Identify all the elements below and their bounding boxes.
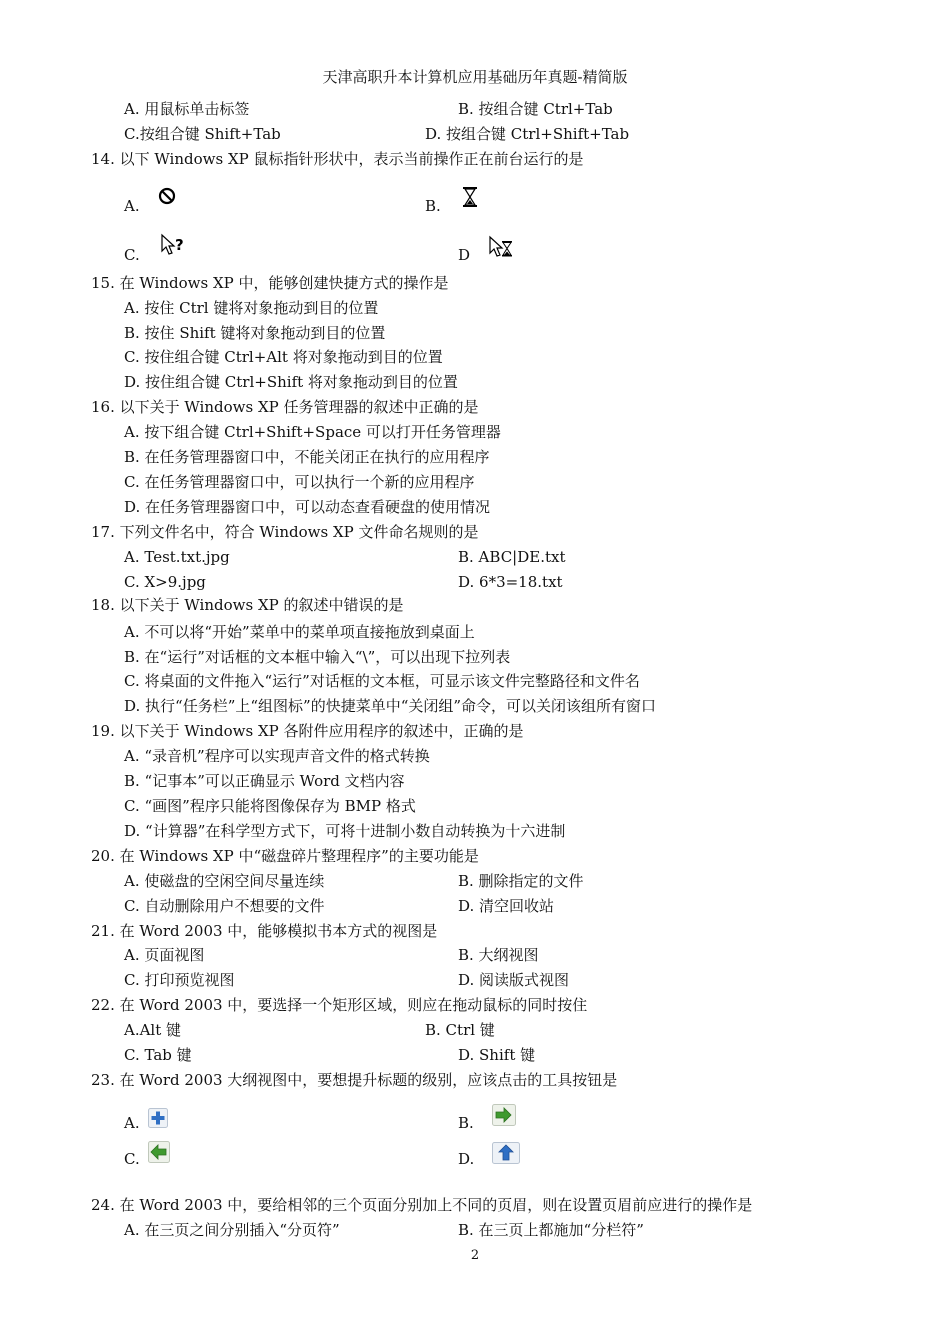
q24-stem: 24. 在 Word 2003 中，要给相邻的三个页面分别加上不同的页眉，则在设置页眉前应进行的操作是 xyxy=(91,1196,753,1214)
q19-option-c: C. “画图”程序只能将图像保存为 BMP 格式 xyxy=(124,797,416,815)
q15-option-a: A. 按住 Ctrl 键将对象拖动到目的位置 xyxy=(124,299,379,317)
q18-option-b: B. 在“运行”对话框的文本框中输入“\”，可以出现下拉列表 xyxy=(124,648,511,666)
q20-option-a: A. 使磁盘的空闲空间尽量连续 xyxy=(124,872,325,890)
q21-option-a: A. 页面视图 xyxy=(124,946,205,964)
move-up-arrow-icon xyxy=(492,1142,520,1164)
no-entry-cursor-icon xyxy=(157,186,177,206)
q19-stem: 19. 以下关于 Windows XP 各附件应用程序的叙述中，正确的是 xyxy=(91,722,524,740)
working-in-background-cursor-icon xyxy=(488,235,514,259)
q18-option-a: A. 不可以将“开始”菜单中的菜单项直接拖放到桌面上 xyxy=(124,623,475,641)
q22-option-a: A.Alt 键 xyxy=(124,1021,182,1039)
help-select-cursor-icon xyxy=(160,233,188,257)
q17-stem: 17. 下列文件名中，符合 Windows XP 文件命名规则的是 xyxy=(91,523,479,541)
page-title: 天津高职升本计算机应用基础历年真题-精简版 xyxy=(322,68,628,86)
q13-option-b: B. 按组合键 Ctrl+Tab xyxy=(458,100,613,118)
q17-option-b: B. ABC|DE.txt xyxy=(458,548,566,566)
svg-text:?: ? xyxy=(175,236,184,254)
q14-option-c: C. xyxy=(124,246,140,264)
demote-arrow-icon xyxy=(492,1104,516,1126)
q21-option-b: B. 大纲视图 xyxy=(458,946,539,964)
q22-stem: 22. 在 Word 2003 中，要选择一个矩形区域，则应在拖动鼠标的同时按住 xyxy=(91,996,588,1014)
promote-arrow-icon xyxy=(148,1141,170,1163)
q16-option-c: C. 在任务管理器窗口中，可以执行一个新的应用程序 xyxy=(124,473,475,491)
q20-option-d: D. 清空回收站 xyxy=(458,897,555,915)
page-number: 2 xyxy=(470,1248,480,1263)
q13-option-a: A. 用鼠标单击标签 xyxy=(124,100,250,118)
q16-stem: 16. 以下关于 Windows XP 任务管理器的叙述中正确的是 xyxy=(91,398,479,416)
q23-option-c: C. xyxy=(124,1150,140,1168)
q15-option-b: B. 按住 Shift 键将对象拖动到目的位置 xyxy=(124,324,386,342)
q14-stem: 14. 以下 Windows XP 鼠标指针形状中，表示当前操作正在前台运行的是 xyxy=(91,150,584,168)
q17-option-c: C. X>9.jpg xyxy=(124,573,206,591)
hourglass-cursor-icon xyxy=(462,186,478,208)
q22-option-b: B. Ctrl 键 xyxy=(425,1021,495,1039)
q17-option-d: D. 6*3=18.txt xyxy=(458,573,563,591)
q15-stem: 15. 在 Windows XP 中，能够创建快捷方式的操作是 xyxy=(91,274,449,292)
plus-expand-icon xyxy=(148,1108,168,1128)
q21-stem: 21. 在 Word 2003 中，能够模拟书本方式的视图是 xyxy=(91,922,438,940)
q20-option-c: C. 自动删除用户不想要的文件 xyxy=(124,897,325,915)
q14-option-a: A. xyxy=(124,197,140,215)
q16-option-b: B. 在任务管理器窗口中，不能关闭正在执行的应用程序 xyxy=(124,448,490,466)
q19-option-b: B. “记事本”可以正确显示 Word 文档内容 xyxy=(124,772,405,790)
q22-option-c: C. Tab 键 xyxy=(124,1046,192,1064)
q13-option-d: D. 按组合键 Ctrl+Shift+Tab xyxy=(425,125,630,143)
q23-option-d: D. xyxy=(458,1150,475,1168)
q19-option-a: A. “录音机”程序可以实现声音文件的格式转换 xyxy=(124,747,430,765)
q18-option-c: C. 将桌面的文件拖入“运行”对话框的文本框，可显示该文件完整路径和文件名 xyxy=(124,672,640,690)
q21-option-c: C. 打印预览视图 xyxy=(124,971,235,989)
q23-stem: 23. 在 Word 2003 大纲视图中，要想提升标题的级别，应该点击的工具按钮是 xyxy=(91,1071,618,1089)
q16-option-d: D. 在任务管理器窗口中，可以动态查看硬盘的使用情况 xyxy=(124,498,491,516)
q16-option-a: A. 按下组合键 Ctrl+Shift+Space 可以打开任务管理器 xyxy=(124,423,501,441)
q18-option-d: D. 执行“任务栏”上“组图标”的快捷菜单中“关闭组”命令，可以关闭该组所有窗口 xyxy=(124,697,657,715)
q18-stem: 18. 以下关于 Windows XP 的叙述中错误的是 xyxy=(91,596,404,614)
q23-option-a: A. xyxy=(124,1114,140,1132)
q15-option-c: C. 按住组合键 Ctrl+Alt 将对象拖动到目的位置 xyxy=(124,348,443,366)
q23-option-b: B. xyxy=(458,1114,474,1132)
q13-option-c: C.按组合键 Shift+Tab xyxy=(124,125,281,143)
q19-option-d: D. “计算器”在科学型方式下，可将十进制小数自动转换为十六进制 xyxy=(124,822,566,840)
q15-option-d: D. 按住组合键 Ctrl+Shift 将对象拖动到目的位置 xyxy=(124,373,458,391)
q24-option-b: B. 在三页上都施加“分栏符” xyxy=(458,1221,644,1239)
q17-option-a: A. Test.txt.jpg xyxy=(124,548,230,566)
q22-option-d: D. Shift 键 xyxy=(458,1046,536,1064)
q24-option-a: A. 在三页之间分别插入“分页符” xyxy=(124,1221,340,1239)
q20-option-b: B. 删除指定的文件 xyxy=(458,872,584,890)
q21-option-d: D. 阅读版式视图 xyxy=(458,971,570,989)
q20-stem: 20. 在 Windows XP 中“磁盘碎片整理程序”的主要功能是 xyxy=(91,847,479,865)
q14-option-d: D xyxy=(458,246,471,264)
q14-option-b: B. xyxy=(425,197,441,215)
